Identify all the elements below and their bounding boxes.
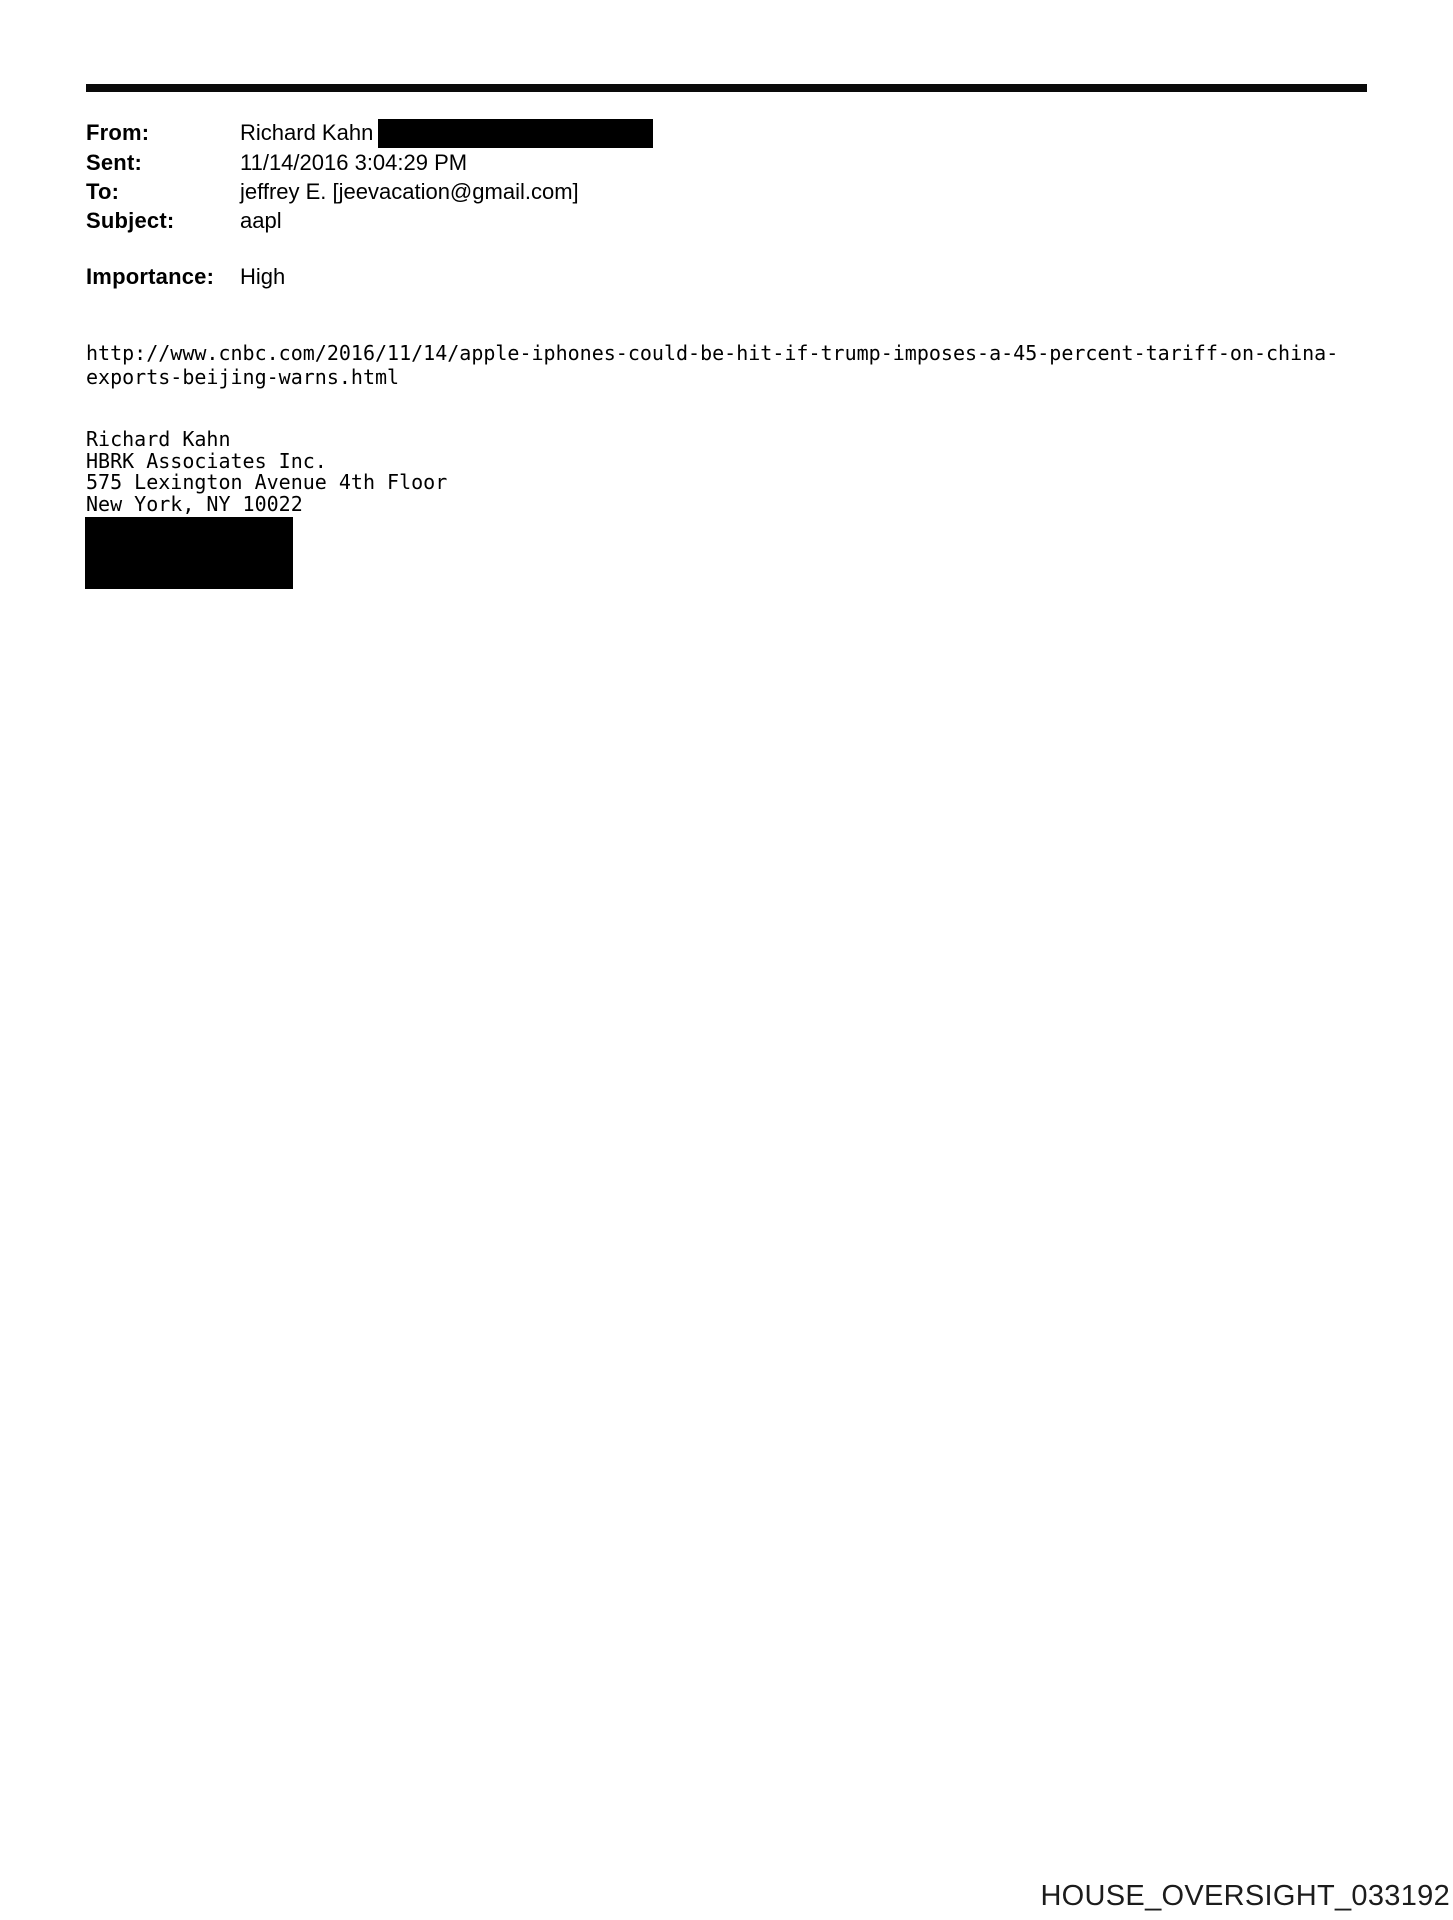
signature-city-state-zip: New York, NY 10022 bbox=[86, 491, 303, 516]
importance-label: Importance: bbox=[86, 264, 215, 289]
redaction-box-signature-contact bbox=[85, 517, 293, 589]
sent-value: 11/14/2016 3:04:29 PM bbox=[240, 150, 468, 175]
signature-company: HBRK Associates Inc. bbox=[86, 448, 327, 473]
redaction-box-from-address bbox=[378, 119, 653, 148]
header-divider-rule bbox=[86, 84, 1367, 92]
article-url-text: http://www.cnbc.com/2016/11/14/apple-iphones-could-be-hit-if-trump-imposes-a-45-percent-tariff-on-china-exports-beijing-warns.html bbox=[86, 341, 1339, 389]
email-header bbox=[86, 118, 1376, 291]
signature-name: Richard Kahn bbox=[86, 427, 231, 451]
importance-value: High bbox=[240, 264, 286, 289]
bates-number: HOUSE_OVERSIGHT_033192 bbox=[1040, 1880, 1450, 1912]
signature-street-address: 575 Lexington Avenue 4th Floor bbox=[86, 470, 448, 494]
to-value: jeffrey E. [jeevacation@gmail.com] bbox=[240, 179, 579, 204]
sent-label: Sent: bbox=[86, 150, 142, 175]
signature-block bbox=[86, 429, 447, 515]
to-label: To: bbox=[86, 179, 120, 204]
subject-label: Subject: bbox=[86, 208, 175, 233]
header-row-subject bbox=[86, 206, 1376, 235]
header-row-sent bbox=[86, 148, 1376, 177]
from-label: From: bbox=[86, 120, 150, 145]
header-row-from bbox=[86, 118, 1376, 148]
header-row-to bbox=[86, 177, 1376, 206]
from-value bbox=[240, 118, 653, 148]
sender-name: Richard Kahn bbox=[240, 120, 374, 145]
header-row-importance bbox=[86, 262, 1376, 291]
subject-value: aapl bbox=[240, 208, 282, 233]
